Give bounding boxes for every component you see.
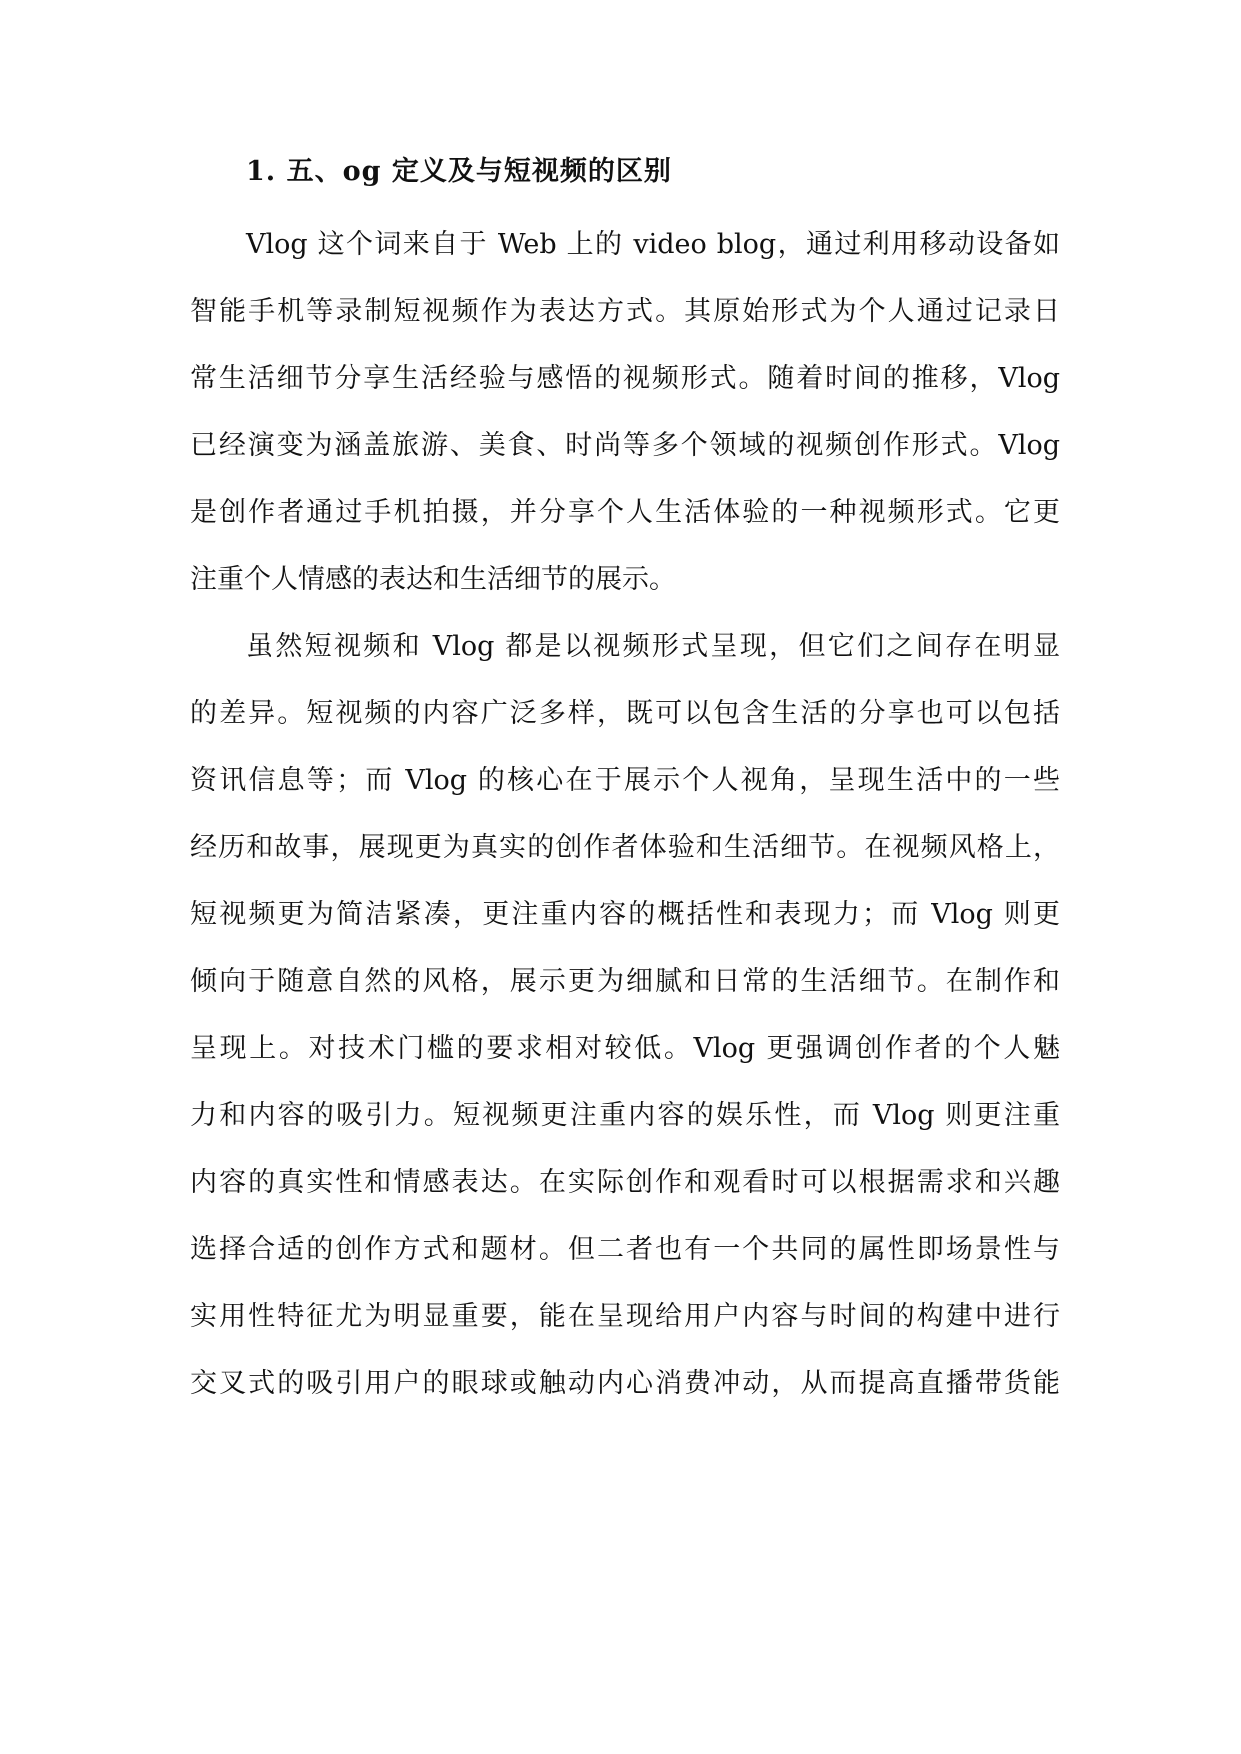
- paragraph-line: 虽然短视频和 Vlog 都是以视频形式呈现，但它们之间存在明显: [246, 631, 1060, 662]
- paragraph-line: 短视频更为简洁紧凑，更注重内容的概括性和表现力；而 Vlog 则更: [190, 899, 1060, 930]
- paragraph-line: 倾向于随意自然的风格，展示更为细腻和日常的生活细节。在制作和: [190, 966, 1060, 997]
- paragraph-line: Vlog 这个词来自于 Web 上的 video blog，通过利用移动设备如: [246, 229, 1060, 260]
- section-heading: 1. 五、og 定义及与短视频的区别: [246, 156, 672, 187]
- paragraph-line: 的差异。短视频的内容广泛多样，既可以包含生活的分享也可以包括: [190, 698, 1060, 729]
- paragraph-line: 已经演变为涵盖旅游、美食、时尚等多个领域的视频创作形式。Vlog: [190, 430, 1060, 461]
- paragraph-line: 注重个人情感的表达和生活细节的展示。: [190, 564, 676, 595]
- paragraph-line: 常生活细节分享生活经验与感悟的视频形式。随着时间的推移，Vlog: [190, 363, 1060, 394]
- paragraph-line: 是创作者通过手机拍摄，并分享个人生活体验的一种视频形式。它更: [190, 497, 1060, 528]
- paragraph-line: 力和内容的吸引力。短视频更注重内容的娱乐性，而 Vlog 则更注重: [190, 1100, 1060, 1131]
- paragraph-line: 呈现上。对技术门槛的要求相对较低。Vlog 更强调创作者的个人魅: [190, 1033, 1060, 1064]
- paragraph-line: 交叉式的吸引用户的眼球或触动内心消费冲动，从而提高直播带货能: [190, 1368, 1060, 1399]
- paragraph-line: 内容的真实性和情感表达。在实际创作和观看时可以根据需求和兴趣: [190, 1167, 1060, 1198]
- paragraph-line: 经历和故事，展现更为真实的创作者体验和生活细节。在视频风格上，: [190, 832, 1060, 863]
- paragraph-line: 选择合适的创作方式和题材。但二者也有一个共同的属性即场景性与: [190, 1234, 1060, 1265]
- paragraph-line: 资讯信息等；而 Vlog 的核心在于展示个人视角，呈现生活中的一些: [190, 765, 1060, 796]
- paragraph-line: 实用性特征尤为明显重要，能在呈现给用户内容与时间的构建中进行: [190, 1301, 1060, 1332]
- paragraph-line: 智能手机等录制短视频作为表达方式。其原始形式为个人通过记录日: [190, 296, 1060, 327]
